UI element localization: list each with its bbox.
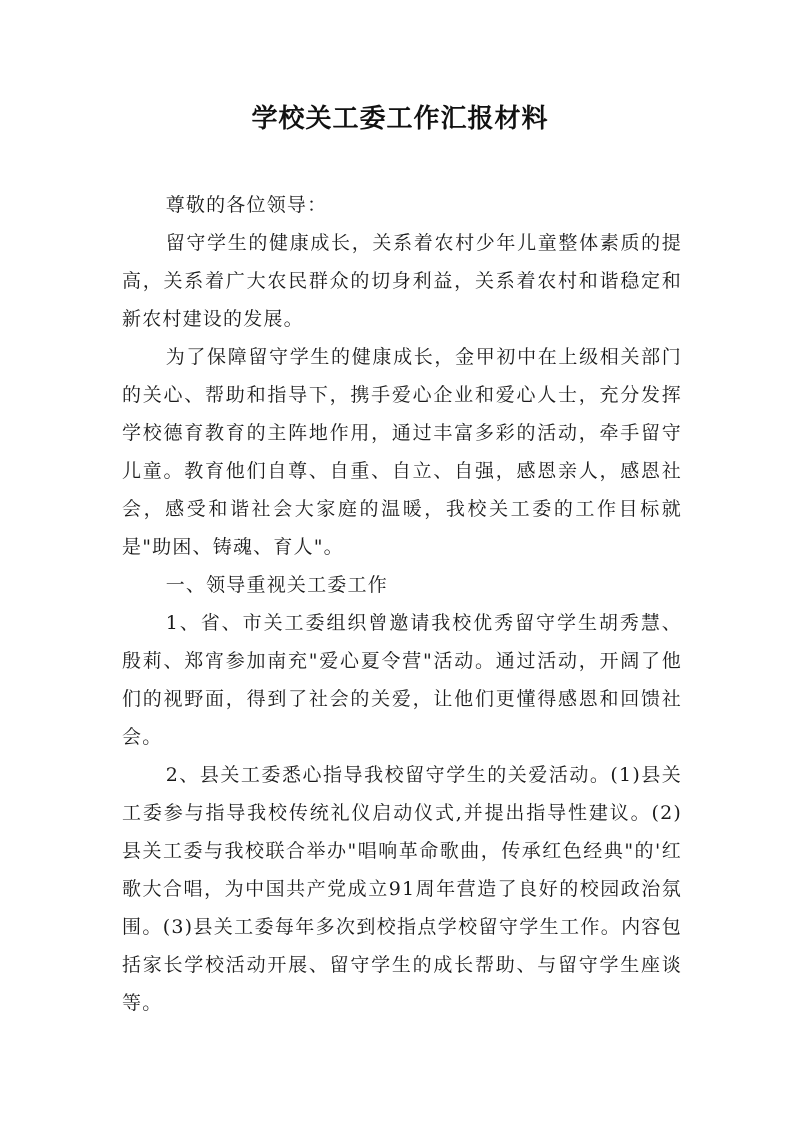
greeting-paragraph: 尊敬的各位领导：: [165, 194, 328, 216]
document-body: [122, 186, 682, 1022]
document-title: 学校关工委工作汇报材料: [251, 104, 549, 134]
section-heading: 一、领导重视关工委工作: [165, 574, 388, 596]
body-paragraph: 1、省、市关工委组织曾邀请我校优秀留守学生胡秀慧、殷莉、郑宵参加南充"爱心夏令营"活动。通过活动，开阔了他们的视野面，得到了社会的关爱，让他们更懂得感恩和回馈社会。: [122, 612, 682, 748]
body-paragraph: 留守学生的健康成长，关系着农村少年儿童整体素质的提高，关系着广大农民群众的切身利益，关系着农村和谐稳定和新农村建设的发展。: [122, 232, 682, 330]
body-paragraph: 为了保障留守学生的健康成长，金甲初中在上级相关部门的关心、帮助和指导下，携手爱心企业和爱心人士，充分发挥学校德育教育的主阵地作用，通过丰富多彩的活动，牵手留守儿童。教育他们自尊、自重、自立、自强，感恩亲人，感恩社会，感受和谐社会大家庭的温暖，我校关工委的工作目标就是"助困、铸魂、育人"。: [122, 346, 682, 558]
body-paragraph: 2、县关工委悉心指导我校留守学生的关爱活动。(1)县关工委参与指导我校传统礼仪启动仪式,并提出指导性建议。(2)县关工委与我校联合举办"唱响革命歌曲，传承红色经典"的'红歌大合唱，为中国共产党成立91周年营造了良好的校园政治氛围。(3)县关工委每年多次到校指点学校留守学生工作。内容包括家长学校活动开展、留守学生的成长帮助、与留守学生座谈等。: [122, 764, 682, 1014]
